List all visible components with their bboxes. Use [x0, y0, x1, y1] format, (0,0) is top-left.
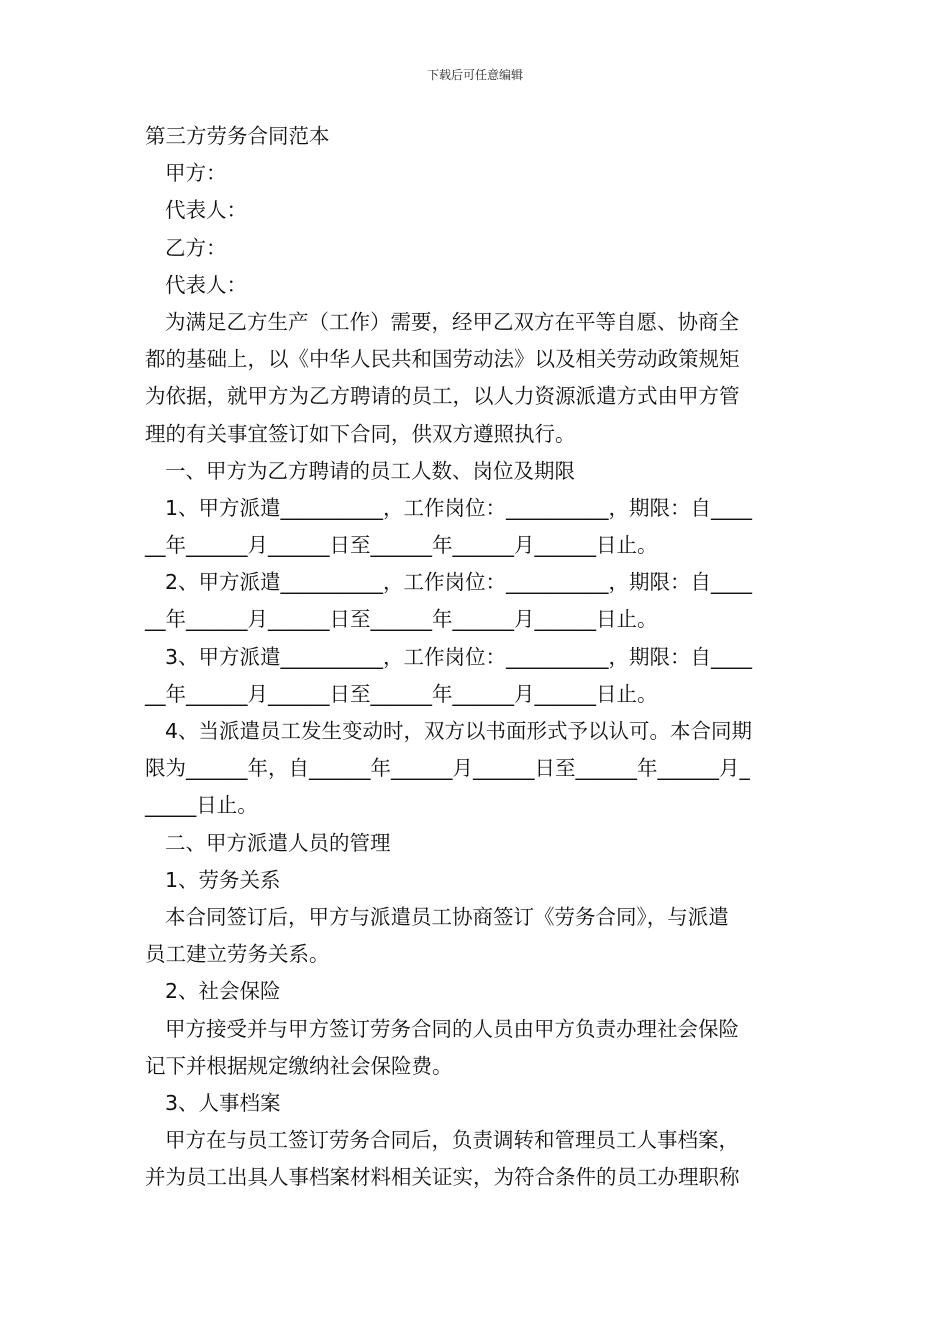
clause-1-3-line-1: 3、甲方派遣__________，工作岗位：__________，期限：自____	[165, 644, 753, 669]
clause-1-4-line-2: 限为______年，自______年______月______日至______年______月_	[145, 756, 750, 781]
clause-1-2-line-1: 2、甲方派遣__________，工作岗位：__________，期限：自____	[165, 570, 753, 595]
clause-1-3-line-2: __年______月______日至______年______月______日止。	[145, 681, 658, 706]
party-a-line: 甲方：	[165, 161, 227, 186]
personnel-file-line-2: 并为员工出具人事档案材料相关证实，为符合条件的员工办理职称	[145, 1165, 740, 1190]
social-insurance-line-2: 记下并根据规定缴纳社会保险费。	[145, 1053, 453, 1078]
section-2-heading: 二、甲方派遣人员的管理	[165, 830, 391, 855]
clause-1-2-line-2: __年______月______日至______年______月______日止。	[145, 607, 658, 632]
clause-1-4-line-1: 4、当派遣员工发生变动时，双方以书面形式予以认可。本合同期	[165, 719, 753, 743]
party-b-line: 乙方：	[165, 235, 227, 260]
subsection-social-insurance-heading: 2、社会保险	[165, 979, 281, 1004]
subsection-personnel-file-heading: 3、人事档案	[165, 1090, 281, 1115]
clause-1-1-line-2: __年______月______日至______年______月______日止。	[145, 533, 658, 558]
personnel-file-line-1: 甲方在与员工签订劳务合同后，负责调转和管理员工人事档案，	[165, 1128, 739, 1153]
subsection-labor-relation-heading: 1、劳务关系	[165, 867, 281, 892]
clause-1-1-line-1: 1、甲方派遣__________，工作岗位：__________，期限：自____	[165, 495, 753, 520]
party-a-representative-line: 代表人：	[165, 198, 247, 223]
preamble-line-1: 为满足乙方生产（工作）需要，经甲乙双方在平等自愿、协商全	[165, 309, 739, 334]
document-title: 第三方劳务合同范本	[145, 124, 330, 148]
preamble-line-4: 理的有关事宜签订如下合同，供双方遵照执行。	[145, 421, 576, 446]
section-1-heading: 一、甲方为乙方聘请的员工人数、岗位及期限	[165, 458, 575, 483]
party-b-representative-line: 代表人：	[165, 272, 247, 297]
preamble-line-3: 为依据，就甲方为乙方聘请的员工，以人力资源派遣方式由甲方管	[145, 384, 740, 409]
preamble-line-2: 都的基础上，以《中华人民共和国劳动法》以及相关劳动政策规矩	[145, 347, 740, 372]
labor-relation-line-1: 本合同签订后，甲方与派遣员工协商签订《劳务合同》，与派遣	[165, 904, 729, 929]
labor-relation-line-2: 员工建立劳务关系。	[145, 942, 330, 967]
social-insurance-line-1: 甲方接受并与甲方签订劳务合同的人员由甲方负责办理社会保险	[165, 1016, 739, 1041]
clause-1-4-line-3: _____日止。	[145, 793, 258, 818]
document-body	[145, 118, 807, 1196]
header-note: 下载后可任意编辑	[426, 68, 523, 82]
